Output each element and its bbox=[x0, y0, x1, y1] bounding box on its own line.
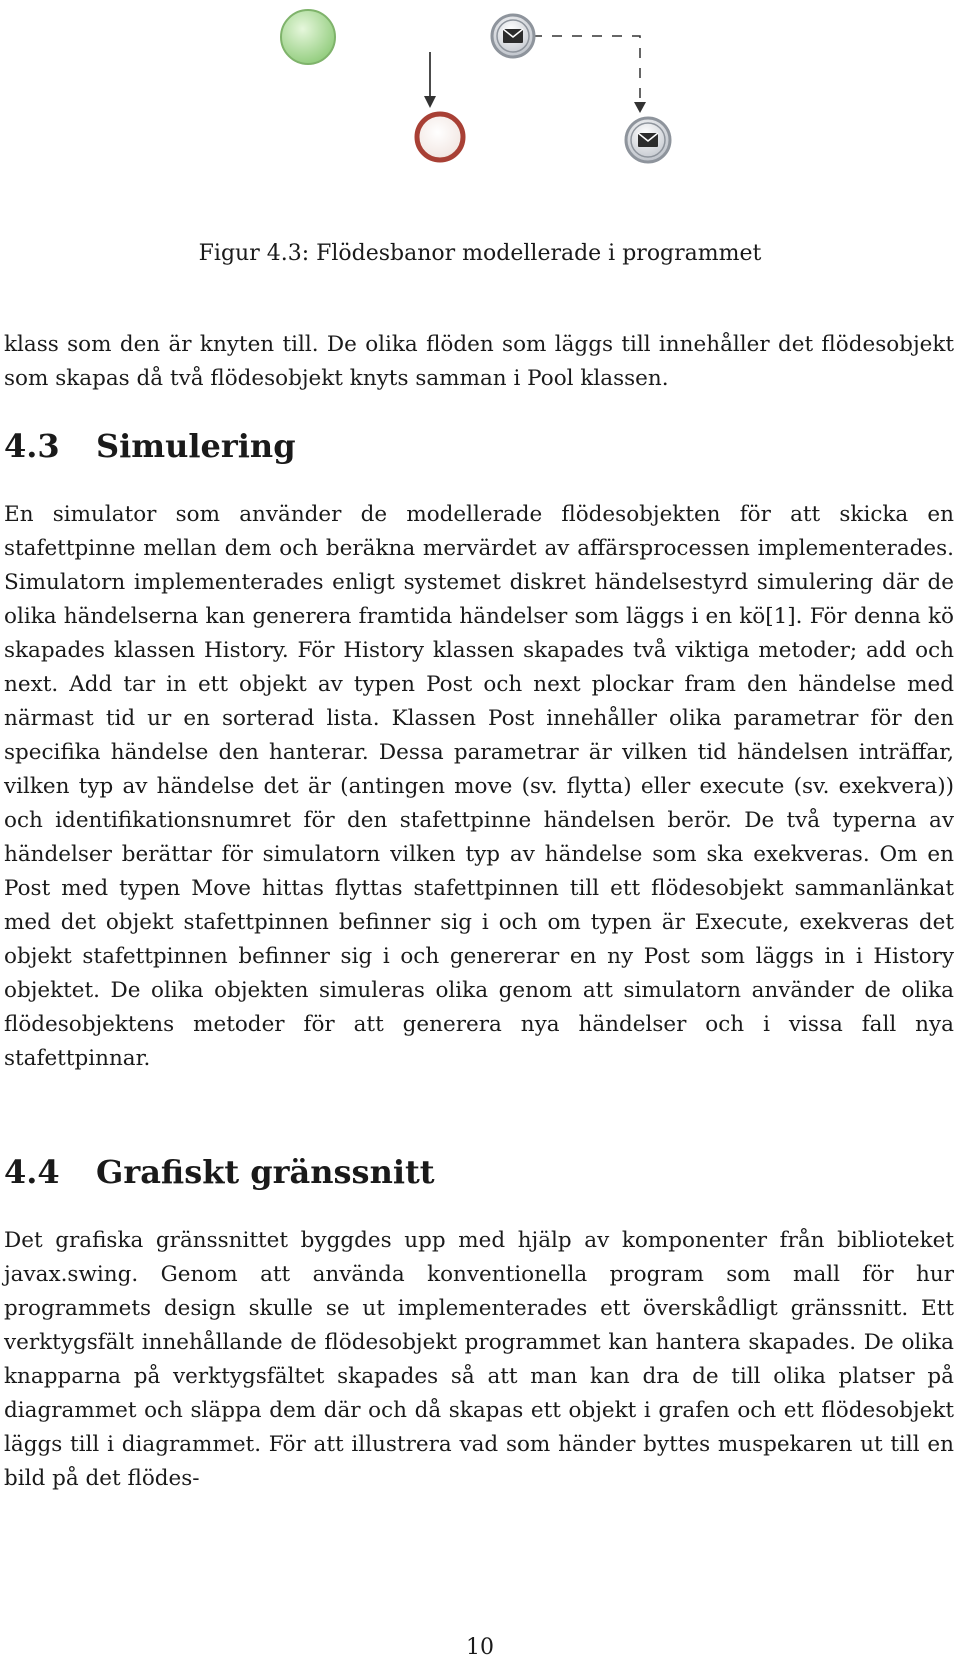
envelope-icon bbox=[492, 15, 534, 57]
section-number: 4.4 bbox=[4, 1153, 60, 1191]
flow-figure bbox=[0, 0, 960, 240]
envelope-icon bbox=[626, 118, 670, 162]
figure-caption: Figur 4.3: Flödesbanor modellerade i programmet bbox=[198, 241, 762, 266]
message-flow-arrowhead bbox=[634, 102, 646, 113]
section-title: Simulering bbox=[96, 427, 296, 465]
section-body-simulering: En simulator som använder de modellerade flödesobjekten för att skicka en stafettpinne mellan dem och beräkna mervärdet av affärsprocessen implementerades. Simulatorn implementerades enligt systemet diskret händelsestyrd simulering där de olika händelserna kan generera framtida händelser som läggs i en kö[1]. För denna kö skapades klassen History. För History klassen skapades två viktiga metoder; add och next. Add tar in ett objekt av typen Post och next plockar fram den händelse med närmast tid ur en sorterad lista. Klassen Post innehåller olika parametrar för den specifika händelse den hanterar. Dessa parametrar är vilken tid händelsen inträffar, vilken typ av händelse det är (antingen move (sv. flytta) eller execute (sv. exekvera)) och identifikationsnumret för den stafettpinne händelsen berör. De två typerna av händelser berättar för simulatorn vilken typ av händelse som ska exekveras. Om en Post med typen Move hittas flyttas stafettpinnen till ett flödesobjekt sammanlänkat med det objekt stafettpinnen befinner sig i och om typen är Execute, exekveras det objekt stafettpinnen befinner sig i och genererar en ny Post som läggs in i History objektet. De olika objekten simuleras olika genom att simulatorn använder de olika flödesobjektens metoder för att generera nya händelser och i vissa fall nya stafettpinnar. bbox=[4, 502, 954, 1071]
section-heading-grafiskt bbox=[4, 1152, 954, 1192]
intro-paragraph: klass som den är knyten till. De olika flöden som läggs till innehåller det flödesobjekt som skapas då två flödesobjekt knyts samman i Pool klassen. bbox=[4, 332, 954, 391]
start-event-icon bbox=[281, 10, 335, 64]
section-heading-simulering bbox=[4, 426, 954, 466]
flow-diagram bbox=[0, 0, 960, 240]
sequence-flow-arrowhead bbox=[424, 96, 436, 108]
section-body-grafiskt: Det grafiska gränssnittet byggdes upp med hjälp av komponenter från biblioteket javax.swing. Genom att använda konventionella program som mall för hur programmets design skulle se ut implementerades ett överskådligt gränssnitt. Ett verktygsfält innehållande de flödesobjekt programmet kan hantera skapades. De olika knapparna på verktygsfältet skapades så att man kan dra de till olika platser på diagrammet och släppa dem där och då skapas ett objekt i grafen och ett flödesobjekt läggs till i diagrammet. För att illustrera vad som händer byttes muspekaren ut till en bild på det flödes- bbox=[4, 1228, 954, 1491]
section-title: Grafiskt gränssnitt bbox=[96, 1153, 435, 1191]
section-number: 4.3 bbox=[4, 427, 60, 465]
page-number: 10 bbox=[466, 1635, 494, 1660]
end-event-icon bbox=[417, 114, 463, 160]
